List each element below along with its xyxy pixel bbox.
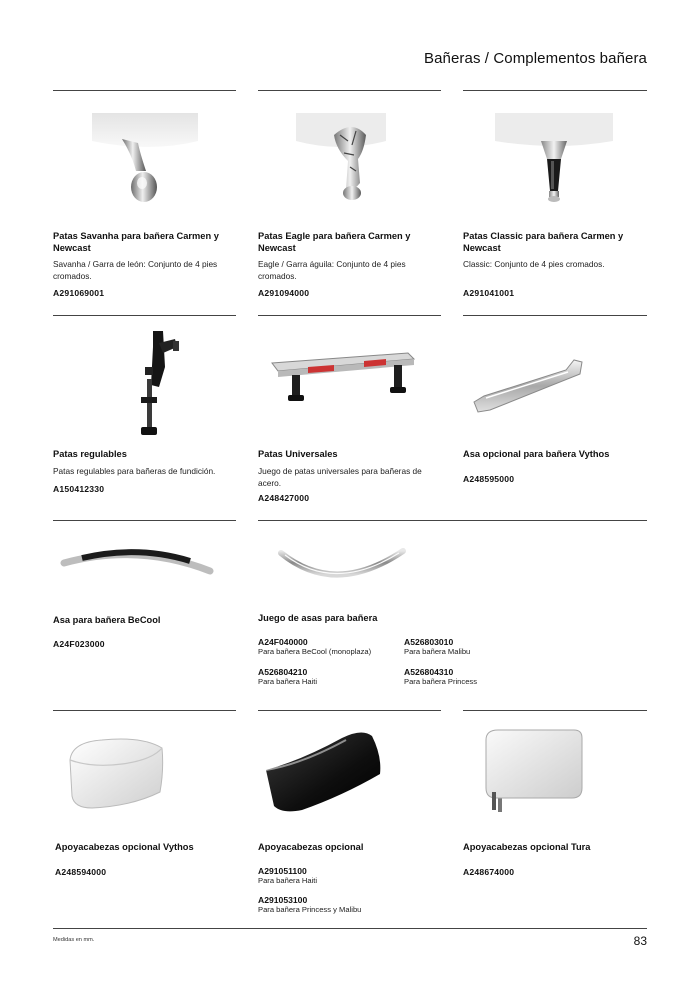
page-number: 83 xyxy=(633,934,647,948)
product-variant: Para bañera BeCool (monoplaza) xyxy=(258,647,372,656)
product-title: Asa para bañera BeCool xyxy=(53,615,161,625)
product-title: Juego de asas para bañera xyxy=(258,613,378,623)
eagle-foot-image xyxy=(296,113,406,213)
becool-handle-image xyxy=(60,545,215,585)
product-code: A248595000 xyxy=(463,474,515,484)
product-description: Patas regulables para bañeras de fundición. xyxy=(53,466,216,476)
product-code: A248674000 xyxy=(463,867,515,877)
product-description: Eagle / Garra águila: Conjunto de 4 pies cromados. xyxy=(258,259,406,281)
product-code: A526803010 xyxy=(404,637,454,647)
savanha-foot-image xyxy=(90,113,200,213)
product-variant: Para bañera Malibu xyxy=(404,647,471,656)
product-title: Apoyacabezas opcional xyxy=(258,842,364,852)
divider xyxy=(258,90,441,91)
footer-note: Medidas en mm. xyxy=(53,937,95,943)
product-code: A24F023000 xyxy=(53,639,105,649)
vythos-headrest-image xyxy=(62,730,172,815)
product-description: Savanha / Garra de león: Conjunto de 4 pies cromados. xyxy=(53,259,218,281)
adjustable-legs-image xyxy=(115,327,195,442)
black-headrest-image xyxy=(262,726,387,818)
product-title: Patas regulables xyxy=(53,449,127,459)
divider xyxy=(258,520,647,521)
divider xyxy=(53,315,236,316)
product-title: Asa opcional para bañera Vythos xyxy=(463,449,610,459)
product-title: Patas Universales xyxy=(258,449,338,459)
product-variant: Para bañera Princess xyxy=(404,677,478,686)
product-variant: Para bañera Haiti xyxy=(258,677,318,686)
product-code: A291094000 xyxy=(258,288,310,298)
product-code: A291041001 xyxy=(463,288,515,298)
product-code: A248594000 xyxy=(55,867,107,877)
product-title: Patas Savanha para bañera Carmen y Newcast xyxy=(53,231,219,253)
product-title: Apoyacabezas opcional Vythos xyxy=(55,842,194,852)
product-variant: Para bañera Haiti xyxy=(258,876,318,885)
product-title: Patas Classic para bañera Carmen y Newcast xyxy=(463,231,624,253)
product-code: A150412330 xyxy=(53,484,105,494)
product-description: Classic: Conjunto de 4 pies cromados. xyxy=(463,259,605,269)
universal-legs-image xyxy=(268,345,418,405)
page-title: Bañeras / Complementos bañera xyxy=(423,50,647,67)
product-title: Apoyacabezas opcional Tura xyxy=(463,842,591,852)
divider xyxy=(463,90,647,91)
divider xyxy=(258,315,441,316)
product-description: Juego de patas universales para bañeras de acero. xyxy=(258,466,422,488)
footer-divider xyxy=(53,928,647,929)
product-code: A248427000 xyxy=(258,493,310,503)
divider xyxy=(258,710,441,711)
product-code: A526804310 xyxy=(404,667,454,677)
tura-headrest-image xyxy=(478,726,588,816)
divider xyxy=(53,90,236,91)
divider xyxy=(53,520,236,521)
product-variant: Para bañera Princess y Malibu xyxy=(258,905,362,914)
product-code: A291053100 xyxy=(258,895,308,905)
handle-set-image xyxy=(275,545,410,585)
classic-foot-image xyxy=(495,113,615,213)
divider xyxy=(53,710,236,711)
product-code: A526804210 xyxy=(258,667,308,677)
product-code: A291069001 xyxy=(53,288,105,298)
vythos-handle-image xyxy=(470,350,590,420)
product-code: A291051100 xyxy=(258,866,307,876)
divider xyxy=(463,315,647,316)
product-code: A24F040000 xyxy=(258,637,308,647)
divider xyxy=(463,710,647,711)
product-title: Patas Eagle para bañera Carmen y Newcast xyxy=(258,231,411,253)
